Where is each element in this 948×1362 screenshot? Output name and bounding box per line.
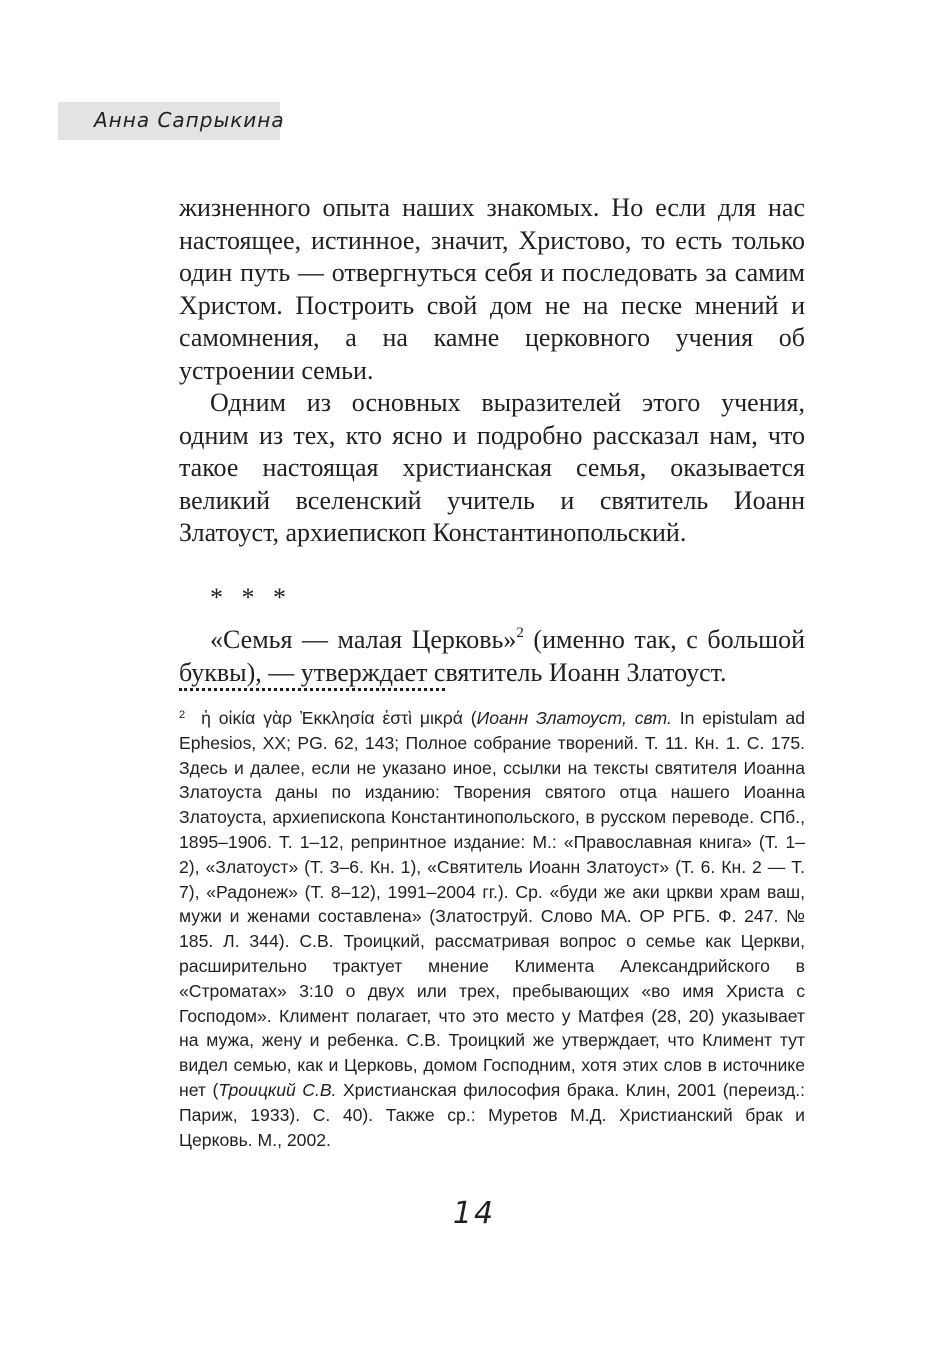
main-text [179,192,805,689]
running-header-author: Анна Сапрыкина [94,108,285,132]
footnote-troitsky: Троицкий С.В. [218,1079,337,1100]
running-header [58,102,285,140]
footnote-divider [179,688,445,691]
paragraph-continued: жизненного опыта наших знакомых. Но если для нас настоящее, истинное, значит, Христово, то есть только один путь — отвергнуться себя и последовать за самим Христом. Построить свой дом не на песке мнений и самомнения, а на камне церковного учения об устроении семьи. [179,193,805,385]
footnote-body-1: In epistulam ad Ephesios, XX; PG. 62, 143; Полное собрание творений. Т. 11. Кн. 1. С. 175. Здесь и далее, если не указано иное, ссылки на тексты святителя Иоанна Златоуста даны по изданию: Творения святого отца нашего Иоанна Златоуста, архиепископа Константинопольского, в русском переводе. СПб., 1895–1906. Т. 1–12, репринтное издание: М.: «Православная книга» (Т. 1–2), «Златоуст» (Т. 3–6. Кн. 1), «Святитель Иоанн Златоуст» (Т. 6. Кн. 2 — Т. 7), «Радонеж» (Т. 8–12), 1991–2004 гг.). Ср. «буди же аки цркви храм ваш, мужи и женами составлена» (Златоструй. Слово МА. ОР РГБ. Ф. 247. № 185. Л. 344). С.В. Троицкий, рассматривая вопрос о семье как Церкви, расширительно трактует мнение Климента Александрийского в «Строматах» 3:10 о двух или трех, пребывающих «во имя Христа с Господом». Климент полагает, что это место у Матфея (28, 20) указывает на мужа, жену и ребенка. С.В. Троицкий же утверждает, что Климент тут видел семью, как и Церковь, домом Господним, хотя этих слов в источнике нет ( [179,708,805,1100]
footnote-greek: ἡ οἰκία γὰρ Ἐκκλησία ἐστὶ μικρά ( [201,708,477,728]
footnote-author: Иоанн Златоуст, свт. [476,708,672,728]
quote-text: «Семья — малая Церковь» [210,625,517,654]
section-separator: * * * [210,582,292,612]
paragraph: Одним из основных выразителей этого учения, одним из тех, кто ясно и подробно рассказал нам, что такое настоящая христианская семья, оказывается великий вселенский учитель и святитель Иоанн Златоуст, архиепископ Константинопольский. [179,388,805,547]
footnote-reference[interactable]: 2 [516,625,524,641]
page-number: 14 [452,1196,496,1231]
paragraph-quote [179,624,805,689]
footnote-text [179,706,805,1152]
footnote-number: 2 [179,709,186,721]
footnote-body-2: Христианская философия брака. Клин, 2001 (переизд.: Париж, 1933). С. 40). Также ср.: Муретов М.Д. Христианский брак и Церковь. М., 2002. [179,1079,805,1150]
quote-continuation: (именно так, с большой буквы), — утверждает святитель Иоанн Златоуст. [179,625,806,687]
footnote [179,706,805,1152]
